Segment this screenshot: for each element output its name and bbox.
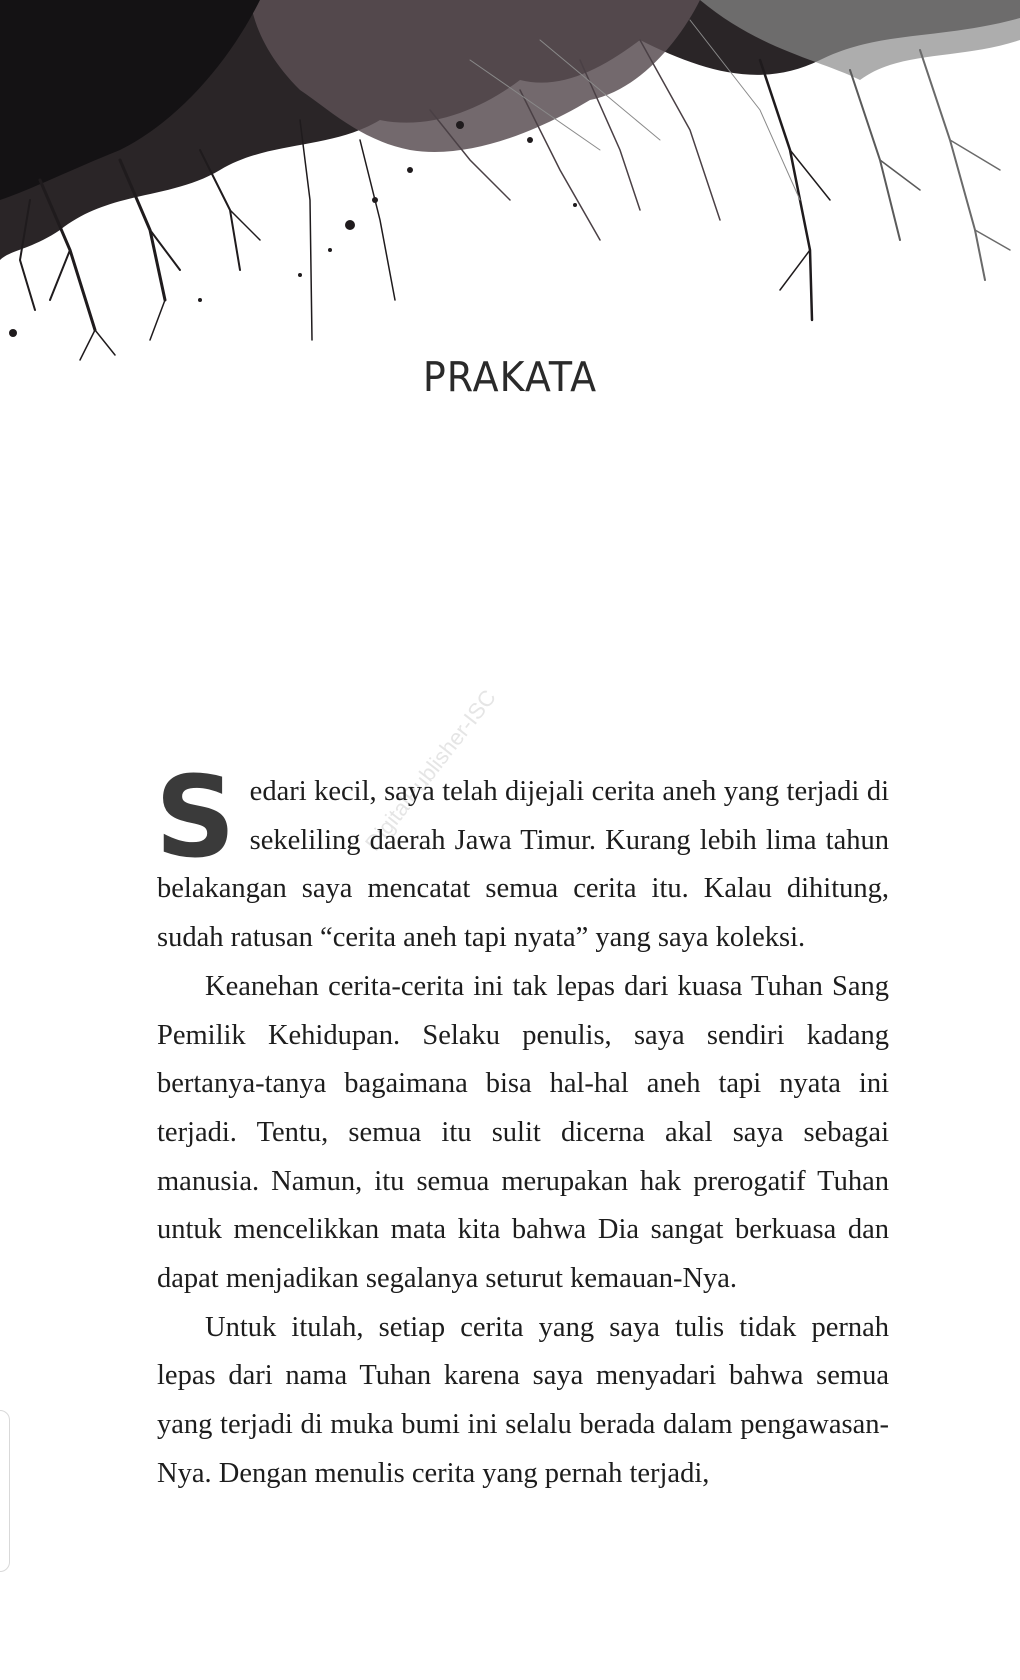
paragraph-3: Untuk itulah, setiap cerita yang saya tulis tidak pernah lepas dari nama Tuhan karena saya menyadari bahwa semua yang terjadi di muka bumi ini selalu berada dalam pengawasan-Nya. Dengan menulis cerita yang pernah terjadi,: [157, 1311, 889, 1489]
paragraph-2: Keanehan cerita-cerita ini tak lepas dari kuasa Tuhan Sang Pemilik Kehidupan. Selaku penulis, saya sendiri kadang bertanya-tanya bagaimana bisa hal-hal aneh tapi nyata ini terjadi. Tentu, semua itu sulit dicerna akal saya sebagai manusia. Namun, itu semua merupakan hak prerogatif Tuhan untuk mencelikkan mata kita bahwa Dia sangat berkuasa dan dapat menjadikan segalanya seturut kemauan-Nya.: [157, 970, 889, 1295]
page-title: PRAKATA: [422, 353, 598, 401]
branch-canopy: [0, 0, 1020, 260]
tree-branches-illustration: [0, 0, 1020, 380]
body-text: [155, 753, 889, 1499]
watermark-text: DigitalPublisher-ISC: [360, 684, 501, 856]
drop-cap: S: [155, 753, 236, 883]
paragraph-1: [155, 753, 889, 963]
paragraph-1-text: edari kecil, saya telah dijejali cerita aneh yang terjadi di sekeliling daerah Jawa Timur. Kurang lebih lima tahun belakangan saya mencatat semua cerita itu. Kalau dihitung, sudah ratusan “cerita aneh tapi nyata” yang saya koleksi.: [157, 776, 889, 954]
page-edge-mark: [0, 1410, 10, 1572]
